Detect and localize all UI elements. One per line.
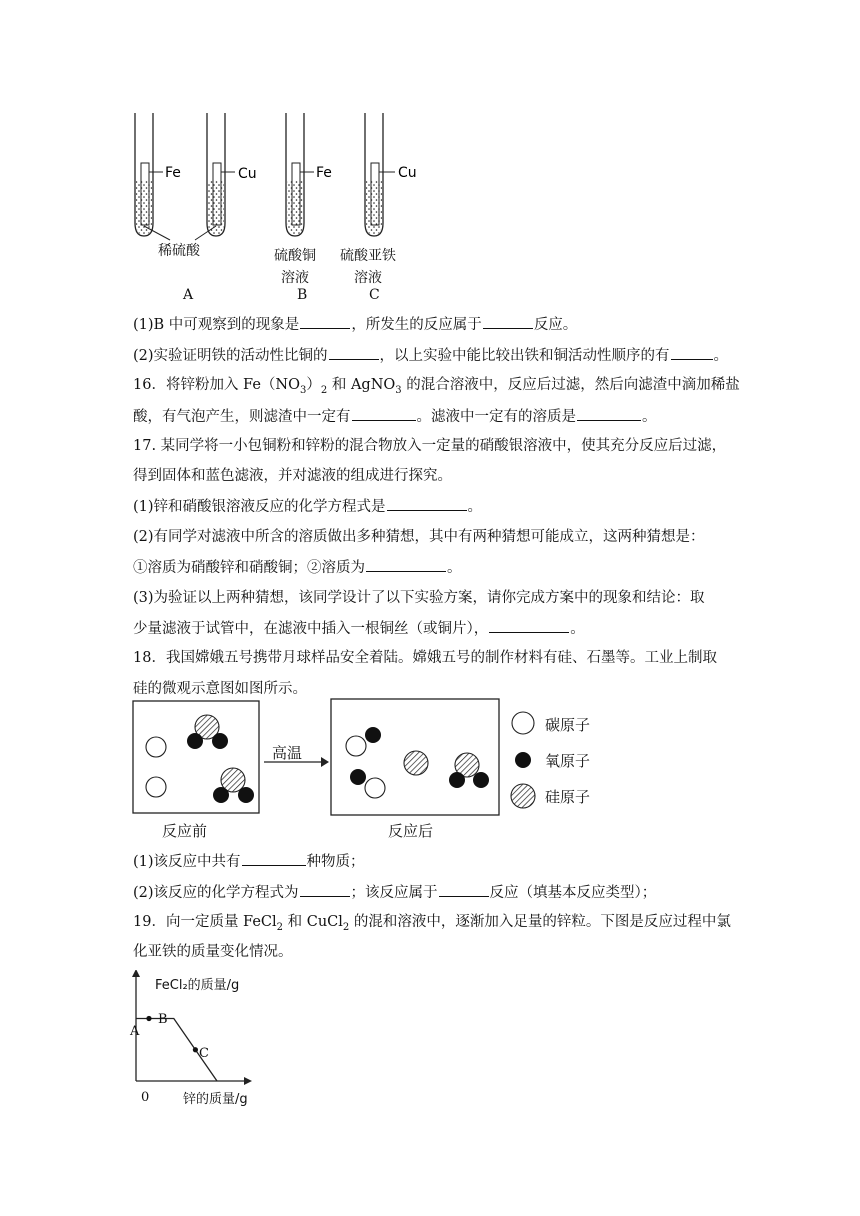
q16-line2: 酸，有气泡产生，则滤渣中一定有 。滤液中一定有的溶质是 。: [133, 406, 657, 427]
tube-metal-label: Fe: [165, 165, 181, 181]
legend-carbon-icon: [512, 712, 534, 734]
q17-line7: 少量滤液于试管中，在滤液中插入一根铜丝（或铜片）， 。: [133, 618, 585, 639]
carbon-atom: [365, 778, 385, 798]
oxygen-atom: [449, 772, 465, 788]
q19-line2: 化亚铁的质量变化情况。: [133, 944, 293, 960]
q15-part1: (1)B 中可观察到的现象是 ，所发生的反应属于 反应。: [133, 314, 577, 335]
tube-label-a: A: [183, 287, 194, 303]
q16-line1: 16．将锌粉加入 $Fe(NO_3)_2$ 和 AgNO$_3$ 的混合溶液中，反应后过滤，然后向滤渣中滴加稀盐: [133, 377, 740, 396]
tube-a-fe: [135, 113, 181, 236]
q15-part2: (2)实验证明铁的活动性比铜的 ，以上实验中能比较出铁和铜活动性顺序的有 。: [133, 345, 728, 366]
point-c: [193, 1047, 198, 1052]
tube-metal-label: Cu: [398, 165, 417, 181]
oxygen-atom: [350, 769, 366, 785]
reaction-diagram: [125, 695, 605, 825]
before-label: 反应前: [162, 822, 208, 840]
solution-b-line1: 硫酸铜: [274, 248, 316, 264]
legend-oxygen-icon: [515, 752, 531, 768]
chart-xlabel: 锌的质量/g: [183, 1092, 248, 1107]
solution-c-line1: 硫酸亚铁: [340, 248, 396, 264]
chart-ylabel: FeCl₂的质量/g: [155, 978, 240, 993]
silicon-atom: [404, 751, 428, 775]
legend-carbon-label: 碳原子: [545, 716, 591, 734]
solution-label-ferrous-sulfate: [340, 245, 396, 289]
oxygen-atom: [212, 733, 228, 749]
chart-point-label-b: B: [158, 1012, 168, 1027]
oxygen-atom: [238, 787, 254, 803]
legend-silicon-icon: [511, 784, 535, 808]
after-label: 反应后: [388, 822, 434, 840]
y-axis-arrow: [132, 970, 140, 977]
carbon-atom: [146, 737, 166, 757]
x-axis-arrow: [244, 1077, 252, 1085]
tube-a-cu: [207, 113, 257, 236]
q18-line2: 硅的微观示意图如图所示。: [133, 681, 307, 697]
chart-origin-label: 0: [141, 1090, 150, 1105]
tube-label-c: C: [369, 287, 380, 303]
solution-label-copper-sulfate: [274, 245, 316, 289]
q17-line1: 17. 某同学将一小包铜粉和锌粉的混合物放入一定量的硝酸银溶液中，使其充分反应后过滤，: [133, 438, 727, 454]
carbon-atom: [346, 736, 366, 756]
tube-label-b: B: [297, 287, 308, 303]
solution-label-dilute-sulfuric: 稀硫酸: [158, 243, 200, 259]
solution-b-line2: 溶液: [281, 270, 309, 286]
q18-part2: (2)该反应的化学方程式为 ；该反应属于 反应（填基本反应类型）；: [133, 882, 656, 903]
q17-line5: ①溶质为硝酸锌和硝酸铜；②溶质为 。: [133, 557, 462, 578]
q17-line6: (3)为验证以上两种猜想，该同学设计了以下实验方案，请你完成方案中的现象和结论：取: [133, 590, 705, 606]
tube-metal-label: Fe: [316, 165, 332, 181]
solution-c-line2: 溶液: [354, 270, 382, 286]
carbon-atom: [146, 777, 166, 797]
oxygen-atom: [473, 772, 489, 788]
oxygen-atom: [187, 733, 203, 749]
tube-c-cu: [365, 113, 417, 236]
arrow-condition-label: 高温: [272, 744, 303, 762]
q17-line2: 得到固体和蓝色滤液，并对滤液的组成进行探究。: [133, 468, 452, 484]
q17-line4: (2)有同学对滤液中所含的溶质做出多种猜想，其中有两种猜想可能成立，这两种猜想是：: [133, 529, 705, 545]
q18-line1: 18．我国嫦娥五号携带月球样品安全着陆。嫦娥五号的制作材料有硅、石墨等。工业上制取: [133, 650, 717, 666]
tube-metal-label: Cu: [238, 166, 257, 182]
oxygen-atom: [213, 787, 229, 803]
legend-silicon-label: 硅原子: [545, 788, 591, 806]
chart-point-label-a: A: [130, 1024, 140, 1039]
q19-line1: 19．向一定质量 FeCl$_2$ 和 CuCl$_2$ 的混和溶液中，逐渐加入足量的锌粒。下图是反应过程中氯: [133, 914, 731, 933]
chart-point-label-c: C: [199, 1046, 209, 1061]
legend-oxygen-label: 氧原子: [545, 752, 591, 770]
tube-b-fe: [286, 113, 332, 236]
point-b: [146, 1016, 151, 1021]
q18-part1: (1)该反应中共有 种物质；: [133, 851, 365, 872]
q17-line3: (1)锌和硝酸银溶液反应的化学方程式是 。: [133, 496, 482, 517]
oxygen-atom: [365, 727, 381, 743]
